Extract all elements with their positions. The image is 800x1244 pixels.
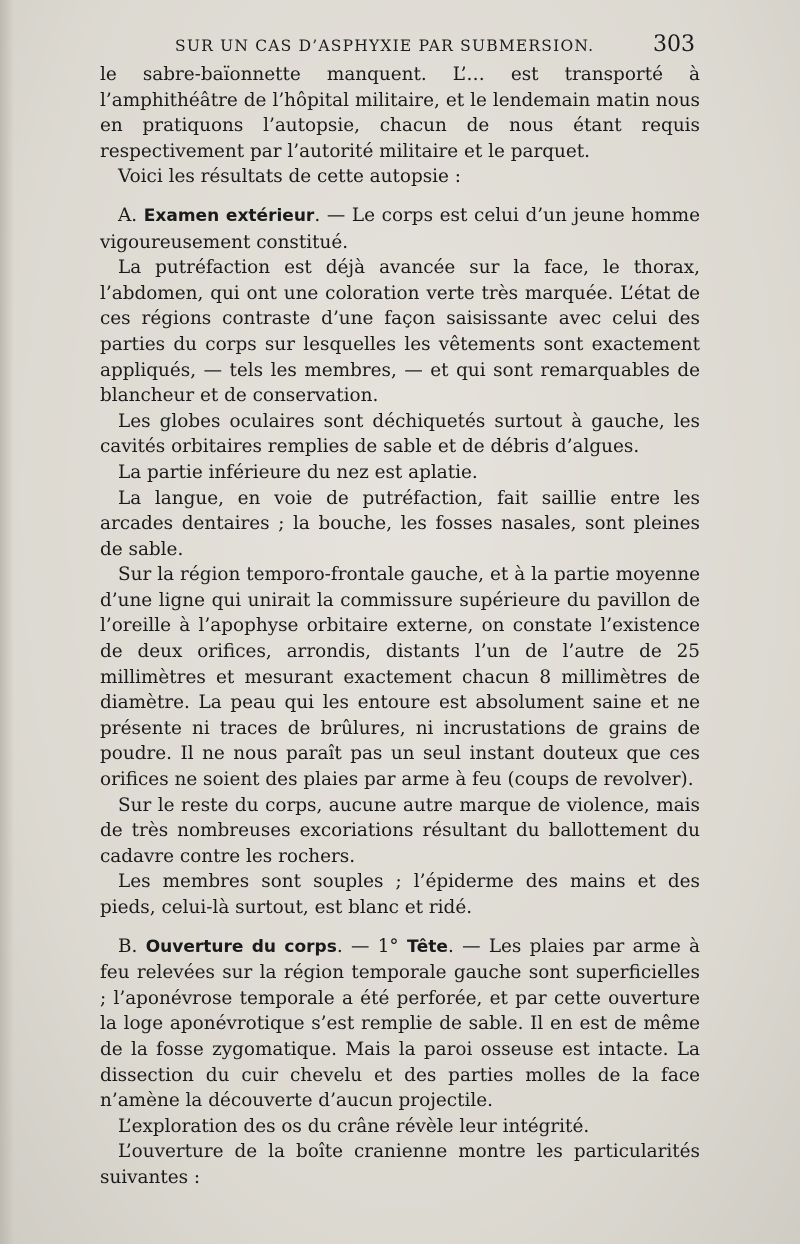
section-a-heading: Examen extérieur [143, 205, 315, 226]
paragraph: La partie inférieure du nez est aplatie. [118, 461, 478, 483]
section-a-label: A. [118, 204, 144, 226]
section-b-separator: . — 1° [336, 935, 407, 957]
paragraph: le sabre-baïonnette manquent. L’… est transporté à l’amphithéâtre de l’hôpital militaire, et le lendemain matin nous en pratiquons l’autopsie, chacun de nous étant requis respectivement par l’autorité militaire et le parquet. [100, 64, 700, 162]
section-b-paragraph [100, 934, 700, 1114]
paragraph: Les membres sont souples ; l’épiderme des mains et des pieds, celui-là surtout, est blanc et ridé. [100, 871, 700, 918]
running-title: SUR UN CAS D’ASPHYXIE PAR SUBMERSION. [175, 37, 595, 55]
paragraph: La putréfaction est déjà avancée sur la face, le thorax, l’abdomen, qui ont une coloration verte très marquée. L’état de ces régions contraste d’une façon saisissante avec celui des parties du corps sur lesquelles les vêtements sont exactement appliqués, — tels les membres, — et qui sont remarquables de blancheur et de conservation. [100, 257, 700, 407]
paragraph: La langue, en voie de putréfaction, fait saillie entre les arcades dentaires ; la bouche, les fosses nasales, sont pleines de sable. [100, 487, 700, 560]
paragraph: Sur le reste du corps, aucune autre marque de violence, mais de très nombreuses excoriations résultant du ballottement du cadavre contre les rochers. [100, 794, 700, 867]
body-text [100, 62, 700, 1191]
section-a-paragraph [100, 203, 700, 255]
page-header [175, 31, 695, 63]
paragraph: Voici les résultats de cette autopsie : [118, 166, 461, 188]
paragraph: Les globes oculaires sont déchiquetés surtout à gauche, les cavités orbitaires remplies de sable et de débris d’algues. [100, 410, 700, 458]
page-edge-shadow [0, 0, 14, 1244]
section-a-text: . — Le corps est celui d’un jeune homme vigoureusement constitué. [100, 204, 700, 253]
section-b-label: B. [118, 935, 146, 957]
section-b-subheading: Tête [406, 936, 448, 957]
section-b-text: . — Les plaies par arme à feu relevées sur la région temporale gauche sont superficielles ; l’aponévrose temporale a été perforée, et par cette ouverture la loge aponévrotique s’est remplie de sable. Il en est de même de la fosse zygomatique. Mais la paroi osseuse est intacte. La dissection du cuir chevelu et des parties molles de la face n’amène la découverte d’aucun projectile. [100, 935, 701, 1112]
page-number: 303 [653, 32, 695, 57]
paragraph: L’exploration des os du crâne révèle leur intégrité. [118, 1115, 590, 1137]
section-b-heading: Ouverture du corps [145, 936, 337, 957]
paragraph: Sur la région temporo-frontale gauche, et à la partie moyenne d’une ligne qui unirait la commissure supérieure du pavillon de l’oreille à l’apophyse orbitaire externe, on constate l’existence de deux orifices, arrondis, distants l’un de l’autre de 25 millimètres et mesurant exactement chacun 8 millimètres de diamètre. La peau qui les entoure est absolument saine et ne présente ni traces de brûlures, ni incrustations de grains de poudre. Il ne nous paraît pas un seul instant douteux que ces orifices ne soient des plaies par arme à feu (coups de revolver). [100, 564, 700, 791]
paragraph: L’ouverture de la boîte cranienne montre les particularités suivantes : [100, 1141, 700, 1188]
